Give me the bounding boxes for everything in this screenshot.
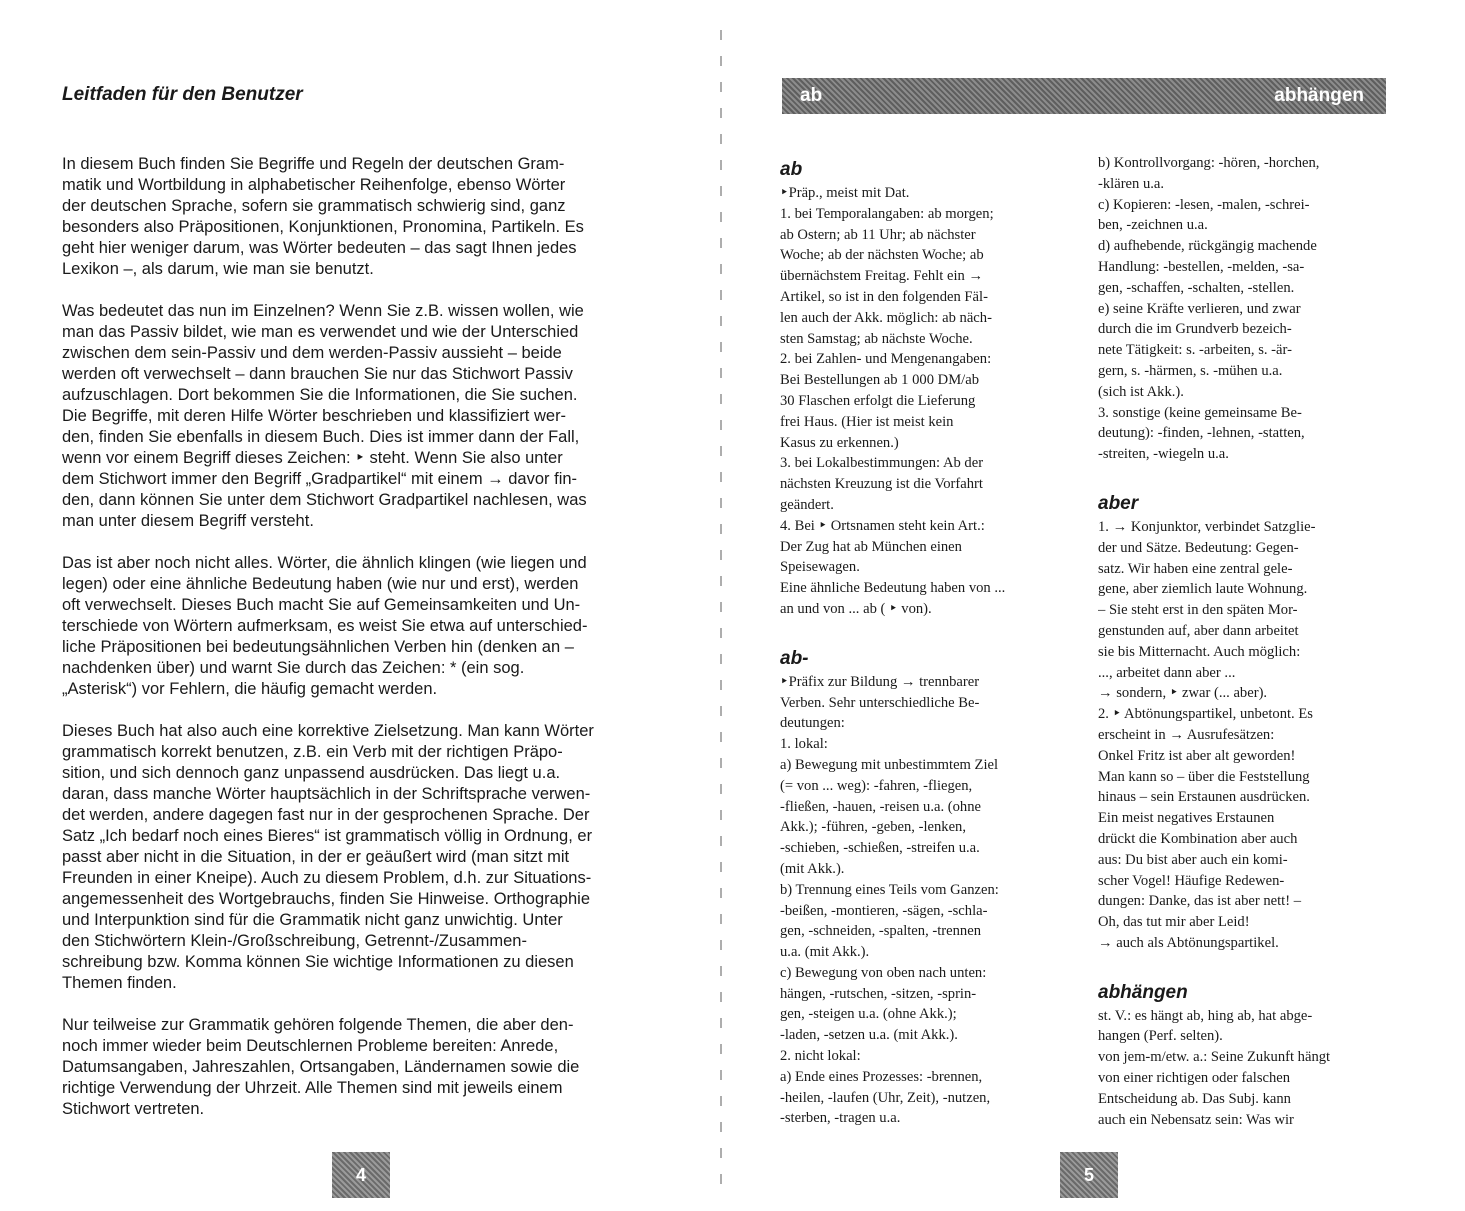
entry-line: (= von ... weg): -fahren, -fliegen, [780, 777, 973, 794]
entry-line: auch ein Nebensatz sein: Was wir [1098, 1111, 1294, 1128]
entry-line: Akk.); -führen, -geben, -lenken, [780, 819, 966, 836]
entry-line: Ein meist negatives Erstaunen [1098, 810, 1275, 827]
entry-line: Kasus zu erkennen.) [780, 434, 899, 451]
entry-line: → sondern, ‣ zwar (... aber). [1098, 685, 1268, 702]
entry-line: -fließen, -hauen, -reisen u.a. (ohne [780, 798, 981, 815]
header-first-entry: ab [800, 85, 823, 106]
entry-line: (mit Akk.). [780, 860, 845, 877]
entry-line: Onkel Fritz ist aber alt geworden! [1098, 747, 1296, 764]
entry-line: -klären u.a. [1098, 175, 1165, 192]
entry-line: -laden, -setzen u.a. (mit Akk.). [780, 1027, 958, 1044]
entry-headword: ab- [780, 647, 809, 669]
entry-line: Oh, das tut mir aber Leid! [1098, 914, 1250, 931]
entry-line: – Sie steht erst in den späten Mor- [1098, 602, 1298, 619]
entry-line: aus: Du bist aber auch ein komi- [1098, 851, 1288, 868]
entry-line: c) Kopieren: -lesen, -malen, -schrei- [1098, 196, 1310, 213]
entry-line: Entscheidung ab. Das Subj. kann [1098, 1090, 1291, 1107]
entry-line: ben, -zeichnen u.a. [1098, 217, 1208, 234]
dictionary-column-1 [780, 153, 1072, 1129]
entry-line: ab Ostern; ab 11 Uhr; ab nächster [780, 226, 976, 243]
entry-line: Artikel, so ist in den folgenden Fäl- [780, 288, 988, 305]
entry-line: satz. Wir haben eine zentral gele- [1098, 560, 1293, 577]
entry-line: 4. Bei ‣ Ortsnamen steht kein Art.: [780, 517, 985, 534]
dictionary-column-2 [1098, 153, 1390, 1130]
entry-line: 2. bei Zahlen- und Mengenangaben: [780, 351, 992, 368]
entry-line: -beißen, -montieren, -sägen, -schla- [780, 902, 988, 919]
entry-line: von jem-m/etw. a.: Seine Zukunft hängt [1098, 1049, 1331, 1066]
entry-line: genstunden auf, aber dann arbeitet [1098, 622, 1299, 639]
entry-line: ‣Präp., meist mit Dat. [780, 185, 910, 201]
entry-line: gen, -schaffen, -schalten, -stellen. [1098, 279, 1295, 296]
entry-line: durch die im Grundverb bezeich- [1098, 321, 1292, 338]
entry-line: sten Samstag; ab nächste Woche. [780, 330, 973, 347]
entry-line: frei Haus. (Hier ist meist kein [780, 413, 954, 430]
entry-headword: ab [780, 159, 803, 180]
paragraph: Was bedeutet das nun im Einzelnen? Wenn Sie z.B. wissen wollen, wie man das Passiv bildet, wie man es verwendet und wie der Unterschied zwischen dem sein-Passiv und dem werden-Passiv aussieht – beide werden oft verwechselt – dann brauchen Sie nur das Stichwort Passiv aufzuschlagen. Dort bekommen Sie die Informationen, die Sie suchen. Die Begriffe, mit deren Hilfe Wörter beschrieben und klassifiziert wer- den, finden Sie ebenfalls in diesem Buch. Dies ist immer dann der Fall, wenn vor einem Begriff dieses Zeichen: ‣ steht. Wenn Sie also unter dem Stichwort immer den Begriff „Gradpartikel“ mit einem → davor fin- den, dann können Sie unter dem Stichwort Gradpartikel nachlesen, was man unter diesem Begriff versteht. [62, 302, 587, 530]
entry-line: (sich ist Akk.). [1098, 383, 1184, 400]
entry-line: Handlung: -bestellen, -melden, -sa- [1098, 258, 1305, 275]
entry-line: scher Vogel! Häufige Redewen- [1098, 872, 1285, 889]
entry-line: → auch als Abtönungspartikel. [1098, 934, 1279, 951]
entry-line: a) Ende eines Prozesses: -brennen, [780, 1068, 983, 1085]
entry-line: e) seine Kräfte verlieren, und zwar [1098, 300, 1301, 317]
entry-line: gene, aber ziemlich laute Wohnung. [1098, 581, 1308, 598]
entry-line: ..., arbeitet dann aber ... [1098, 664, 1236, 681]
entry-line: len auch der Akk. möglich: ab näch- [780, 309, 992, 326]
entry-line: hängen, -rutschen, -sitzen, -sprin- [780, 985, 977, 1002]
entry-line: Man kann so – über die Feststellung [1098, 768, 1310, 785]
entry-line: geändert. [780, 496, 834, 513]
entry-line: 1. bei Temporalangaben: ab morgen; [780, 205, 994, 222]
entry-line: 30 Flaschen erfolgt die Lieferung [780, 392, 976, 409]
entry-line: 2. ‣ Abtönungspartikel, unbetont. Es [1098, 706, 1313, 723]
entry-line: Woche; ab der nächsten Woche; ab [780, 247, 984, 264]
page-number: 5 [1060, 1152, 1118, 1198]
entry-line: 3. bei Lokalbestimmungen: Ab der [780, 455, 984, 472]
left-body-text [62, 154, 682, 1141]
page-heading: Leitfaden für den Benutzer [62, 84, 303, 105]
entry-line: deutungen: [780, 715, 845, 732]
entry-line: d) aufhebende, rückgängig machende [1098, 238, 1317, 255]
running-header [782, 78, 1386, 114]
entry-line: Bei Bestellungen ab 1 000 DM/ab [780, 372, 980, 389]
entry-line: sie bis Mitternacht. Auch möglich: [1098, 643, 1301, 660]
entry-line: übernächstem Freitag. Fehlt ein → [780, 268, 984, 285]
entry-line: b) Trennung eines Teils vom Ganzen: [780, 881, 999, 898]
entry-line: gern, s. -härmen, s. -mühen u.a. [1098, 362, 1283, 379]
paragraph: Nur teilweise zur Grammatik gehören folgende Themen, die aber den- noch immer wieder beim Deutschlernen Probleme bereiten: Anrede, Datumsangaben, Jahreszahlen, Ortsangaben, Ländernamen sowie die richtige Verwendung der Uhrzeit. Alle Themen sind mit jeweils einem Stichwort vertreten. [62, 1016, 580, 1118]
entry-line: gen, -schneiden, -spalten, -trennen [780, 923, 981, 940]
entry-line: ‣Präfix zur Bildung → trennbarer [780, 673, 980, 690]
paragraph: Das ist aber noch nicht alles. Wörter, die ähnlich klingen (wie liegen und legen) oder eine ähnliche Bedeutung haben (wie nur und erst), werden oft verwechselt. Dieses Buch macht Sie auf Gemeinsamkeiten und Un- terschiede von Wörtern aufmerksam, es weist Sie etwa auf unterschied- liche Präpositionen bei bedeutungsähnlichen Verben hin (denken an – nachdenken über) und warnt Sie durch das Zeichen: * (ein sog. „Asterisk“) vor Fehlern, die häufig gemacht werden. [62, 554, 588, 698]
entry-line: hangen (Perf. selten). [1098, 1028, 1223, 1045]
entry-spacer [1098, 465, 1390, 487]
entry-line: Speisewagen. [780, 559, 860, 576]
entry-spacer [1098, 954, 1390, 976]
entry-line: nächsten Kreuzung ist die Vorfahrt [780, 476, 983, 493]
header-last-entry: abhängen [1274, 85, 1364, 106]
entry-line: hinaus – sein Erstaunen ausdrücken. [1098, 789, 1310, 806]
entry-line: Verben. Sehr unterschiedliche Be- [780, 694, 980, 711]
entry-line: 1. lokal: [780, 736, 828, 753]
entry-line: nete Tätigkeit: s. -arbeiten, s. -är- [1098, 342, 1292, 359]
paragraph: Dieses Buch hat also auch eine korrektive Zielsetzung. Man kann Wörter grammatisch korrekt benutzen, z.B. ein Verb mit der richtigen Präpo- sition, und sich dennoch ganz unpassend ausdrücken. Das liegt u.a. daran, dass manche Wörter hauptsächlich in der Schriftsprache verwen- det werden, andere dagegen fast nur in der gesprochenen Sprache. Der Satz „Ich bedarf noch eines Bieres“ ist grammatisch völlig in Ordnung, er passt aber nicht in die Situation, in der er geäußert wird (man sitzt mit Freunden in einer Kneipe). Auch zu diesem Problem, d.h. zur Situations- angemessenheit des Wortgebrauchs, finden Sie Hinweise. Orthographie und Interpunktion sind für die Grammatik nicht ganz unwichtig. Unter den Stichwörtern Klein-/Großschreibung, Getrennt-/Zusammen- schreibung bzw. Komma können Sie wichtige Informationen zu diesen Themen finden. [62, 722, 594, 992]
entry-line: 3. sonstige (keine gemeinsame Be- [1098, 404, 1302, 421]
entry-line: dungen: Danke, das ist aber nett! – [1098, 893, 1302, 910]
entry-line: Eine ähnliche Bedeutung haben von ... [780, 580, 1006, 597]
entry-spacer [780, 620, 1072, 642]
entry-line: deutung): -finden, -lehnen, -statten, [1098, 425, 1305, 442]
entry-line: -heilen, -laufen (Uhr, Zeit), -nutzen, [780, 1089, 991, 1106]
entry-headword: abhängen [1098, 981, 1188, 1003]
paragraph: In diesem Buch finden Sie Begriffe und Regeln der deutschen Gram- matik und Wortbildung in alphabetischer Reihenfolge, ebenso Wörter der deutschen Sprache, sofern sie grammatisch schwierig sind, ganz besonders also Präpositionen, Konjunktionen, Pronomina, Partikeln. Es geht hier weniger darum, was Wörter bedeuten – das sagt Ihnen jedes Lexikon –, als darum, wie man sie benutzt. [62, 155, 584, 278]
entry-line: gen, -steigen u.a. (ohne Akk.); [780, 1006, 957, 1023]
entry-line: a) Bewegung mit unbestimmtem Ziel [780, 756, 999, 773]
entry-line: 2. nicht lokal: [780, 1048, 861, 1065]
entry-line: drückt die Kombination aber auch [1098, 830, 1298, 847]
entry-line: 1. → Konjunktor, verbindet Satzglie- [1098, 518, 1316, 535]
entry-line: an und von ... ab ( ‣ von). [780, 600, 932, 617]
entry-line: erscheint in → Ausrufesätzen: [1098, 726, 1275, 743]
entry-line: von einer richtigen oder falschen [1098, 1070, 1291, 1087]
entry-line: -schieben, -schießen, -streifen u.a. [780, 840, 980, 857]
entry-line: u.a. (mit Akk.). [780, 944, 870, 961]
entry-line: der und Sätze. Bedeutung: Gegen- [1098, 539, 1299, 556]
left-page [0, 0, 720, 1211]
entry-line: st. V.: es hängt ab, hing ab, hat abge- [1098, 1007, 1313, 1024]
entry-line: Der Zug hat ab München einen [780, 538, 962, 555]
right-page [722, 0, 1465, 1211]
entry-line: c) Bewegung von oben nach unten: [780, 964, 987, 981]
entry-headword: aber [1098, 492, 1139, 514]
page-number: 4 [332, 1152, 390, 1198]
entry-line: -sterben, -tragen u.a. [780, 1110, 901, 1127]
entry-line: -streiten, -wiegeln u.a. [1098, 446, 1229, 463]
entry-line: b) Kontrollvorgang: -hören, -horchen, [1098, 155, 1320, 171]
